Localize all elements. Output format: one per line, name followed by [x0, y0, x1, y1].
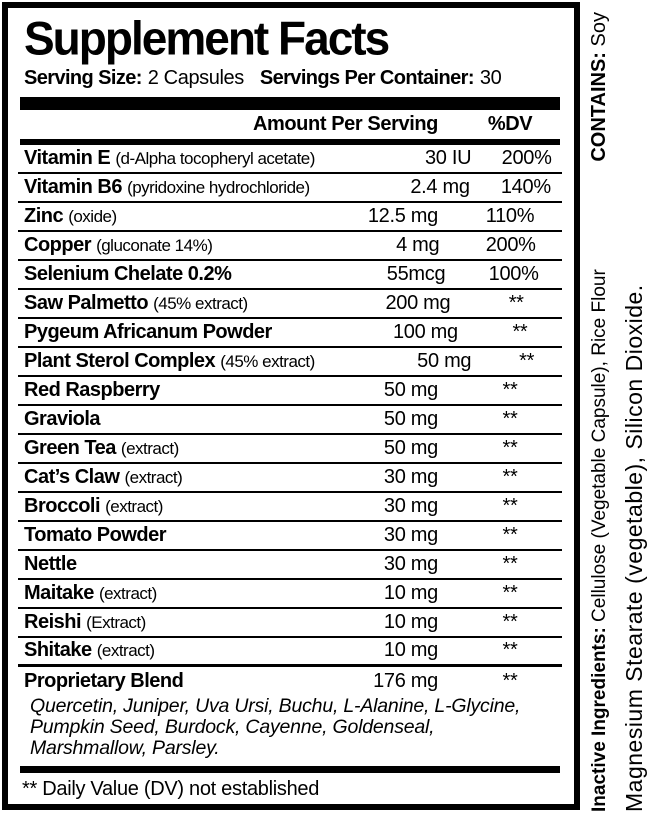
- table-row: [18, 261, 562, 290]
- ingredient-dv: 110%: [485, 204, 535, 227]
- ingredient-amount: 30 mg: [383, 494, 438, 517]
- table-row: [18, 493, 562, 522]
- column-header-row: [18, 110, 562, 139]
- ingredient-amount: 2.4 mg: [410, 175, 470, 198]
- page-title: Supplement Facts: [24, 11, 389, 65]
- ingredient-name-text: Graviola: [24, 407, 101, 430]
- serving-info: [24, 67, 562, 90]
- table-row: [18, 174, 562, 203]
- ingredient-name: [24, 147, 315, 170]
- contains-statement: [588, 12, 611, 162]
- table-row: [18, 145, 562, 174]
- ingredient-dv: **: [502, 494, 518, 517]
- ingredient-name-text: Selenium Chelate 0.2%: [24, 262, 232, 285]
- ingredient-detail: (extract): [120, 438, 179, 458]
- ingredient-name: [24, 263, 231, 286]
- table-row: [18, 580, 562, 609]
- ingredient-amount: 4 mg: [396, 233, 440, 256]
- ingredient-amount: 30 mg: [383, 552, 438, 575]
- ingredient-name-text: Reishi: [24, 610, 82, 633]
- ingredient-dv: **: [519, 349, 535, 372]
- servings-per-container-label: Servings Per Container:: [259, 66, 474, 89]
- ingredient-dv: 200%: [501, 146, 552, 169]
- table-row: [18, 377, 562, 406]
- table-row: [18, 464, 562, 493]
- contains-label: CONTAINS:: [588, 52, 610, 162]
- table-row: [18, 290, 562, 319]
- ingredient-dv: **: [502, 581, 518, 604]
- amount-per-serving-header: Amount Per Serving: [252, 112, 438, 135]
- ingredient-detail: (extract): [124, 467, 183, 487]
- ingredient-name-text: Saw Palmetto: [24, 291, 149, 314]
- table-row: [18, 638, 562, 667]
- contains-value: Soy: [588, 12, 610, 47]
- inactive-ingredients-line2: Magnesium Stearate (vegetable), Silicon Dioxide.: [621, 284, 647, 812]
- ingredient-dv: **: [502, 669, 518, 692]
- ingredient-dv: **: [502, 407, 518, 430]
- table-row: [18, 319, 562, 348]
- facts-rows: [18, 145, 562, 696]
- table-row: [18, 522, 562, 551]
- ingredient-name: [24, 408, 208, 431]
- ingredient-name-text: Broccoli: [24, 494, 101, 517]
- ingredient-dv: 200%: [485, 233, 536, 256]
- label-frame: [2, 2, 580, 810]
- table-row: [18, 203, 562, 232]
- ingredient-name: [24, 670, 208, 693]
- ingredient-name: [24, 639, 208, 662]
- ingredient-amount: 200 mg: [385, 291, 451, 314]
- servings-per-container-value: 30: [479, 66, 502, 89]
- ingredient-name: [24, 321, 272, 344]
- ingredient-name: [24, 582, 208, 605]
- table-row: [18, 667, 562, 696]
- ingredient-detail: (Extract): [86, 612, 146, 632]
- ingredient-amount: 50 mg: [383, 407, 438, 430]
- table-row: [18, 609, 562, 638]
- ingredient-name: [24, 437, 208, 460]
- ingredient-dv: **: [512, 320, 528, 343]
- table-row: [18, 435, 562, 464]
- sidebar-vertical-text: [588, 12, 656, 812]
- ingredient-name: [24, 611, 208, 634]
- ingredient-detail: (extract): [105, 496, 163, 516]
- ingredient-detail: (45% extract): [220, 351, 315, 371]
- ingredient-name-text: Proprietary Blend: [24, 669, 184, 692]
- ingredient-name-text: Pygeum Africanum Powder: [24, 320, 272, 343]
- table-row: [18, 551, 562, 580]
- ingredient-name: [24, 379, 208, 402]
- footnote-bar: [20, 766, 560, 773]
- ingredient-detail: (extract): [98, 583, 157, 603]
- ingredient-amount: 10 mg: [383, 581, 438, 604]
- ingredient-detail: (45% extract): [153, 293, 248, 313]
- ingredient-name: [24, 466, 208, 489]
- ingredient-detail: (oxide): [68, 206, 117, 226]
- ingredient-amount: 55mcg: [386, 262, 446, 285]
- ingredient-name: [24, 234, 212, 257]
- ingredient-name-text: Vitamin B6: [24, 175, 122, 198]
- ingredient-dv: **: [502, 436, 518, 459]
- ingredient-dv: **: [502, 610, 518, 633]
- divider-bar-top: [20, 97, 560, 110]
- ingredient-dv: **: [502, 523, 518, 546]
- ingredient-name-text: Tomato Powder: [24, 523, 167, 546]
- ingredient-name-text: Shitake: [24, 639, 92, 662]
- ingredient-name-text: Red Raspberry: [24, 378, 160, 401]
- ingredient-dv: 100%: [488, 262, 539, 285]
- inactive-ingredients-label: Inactive Ingredients:: [589, 627, 610, 812]
- ingredient-name-text: Nettle: [24, 552, 77, 575]
- ingredient-dv: **: [502, 552, 518, 575]
- serving-size-label: Serving Size:: [24, 66, 142, 89]
- ingredient-detail: (pyridoxine hydrochloride): [127, 177, 310, 197]
- inactive-ingredients-text: [589, 269, 611, 812]
- ingredient-name: [24, 350, 315, 373]
- ingredient-name: [24, 205, 208, 228]
- ingredient-amount: 30 mg: [383, 523, 438, 546]
- ingredient-name: [24, 176, 310, 199]
- ingredient-amount: 10 mg: [383, 639, 438, 662]
- inactive-ingredients-value: Cellulose (Vegetable Capsule), Rice Flour: [589, 269, 610, 622]
- ingredient-amount: 50 mg: [383, 378, 438, 401]
- ingredient-amount: 100 mg: [392, 320, 458, 343]
- ingredient-name-text: Cat’s Claw: [24, 465, 120, 488]
- ingredient-detail: (d-Alpha tocopheryl acetate): [115, 148, 315, 168]
- ingredient-name: [24, 495, 208, 518]
- ingredient-amount: 50 mg: [383, 436, 438, 459]
- percent-dv-header: %DV: [487, 112, 533, 135]
- ingredient-name-text: Zinc: [24, 204, 64, 227]
- ingredient-name-text: Green Tea: [24, 436, 116, 459]
- ingredient-amount: 10 mg: [383, 610, 438, 633]
- ingredient-amount: 30 mg: [383, 465, 438, 488]
- ingredient-name: [24, 292, 248, 315]
- ingredient-dv: **: [502, 378, 518, 401]
- ingredient-name: [24, 524, 208, 547]
- ingredient-dv: **: [508, 291, 524, 314]
- ingredient-name-text: Vitamin E: [24, 146, 111, 169]
- ingredient-name-text: Copper: [24, 233, 91, 256]
- ingredient-amount: 176 mg: [373, 669, 438, 692]
- ingredient-dv: **: [502, 639, 518, 662]
- dv-footnote: ** Daily Value (DV) not established: [22, 777, 320, 800]
- ingredient-name-text: Maitake: [24, 581, 94, 604]
- ingredient-dv: 140%: [500, 175, 551, 198]
- ingredient-dv: **: [502, 465, 518, 488]
- ingredient-name: [24, 553, 208, 576]
- table-row: [18, 232, 562, 261]
- ingredient-detail: (gluconate 14%): [96, 235, 213, 255]
- inactive-ingredients-line1: [588, 12, 621, 812]
- ingredient-name-text: Plant Sterol Complex: [24, 349, 216, 372]
- ingredient-amount: 50 mg: [417, 349, 472, 372]
- table-row: [18, 348, 562, 377]
- proprietary-description: Quercetin, Juniper, Uva Ursi, Buchu, L-Alanine, L-Glycine, Pumpkin Seed, Burdock, Cayenne, Goldenseal, Marshmallow, Parsley.: [30, 694, 521, 759]
- table-row: [18, 406, 562, 435]
- serving-size-value: 2 Capsules: [147, 66, 244, 89]
- ingredient-amount: 12.5 mg: [367, 204, 438, 227]
- ingredient-detail: (extract): [96, 641, 155, 661]
- ingredient-amount: 30 IU: [424, 146, 472, 169]
